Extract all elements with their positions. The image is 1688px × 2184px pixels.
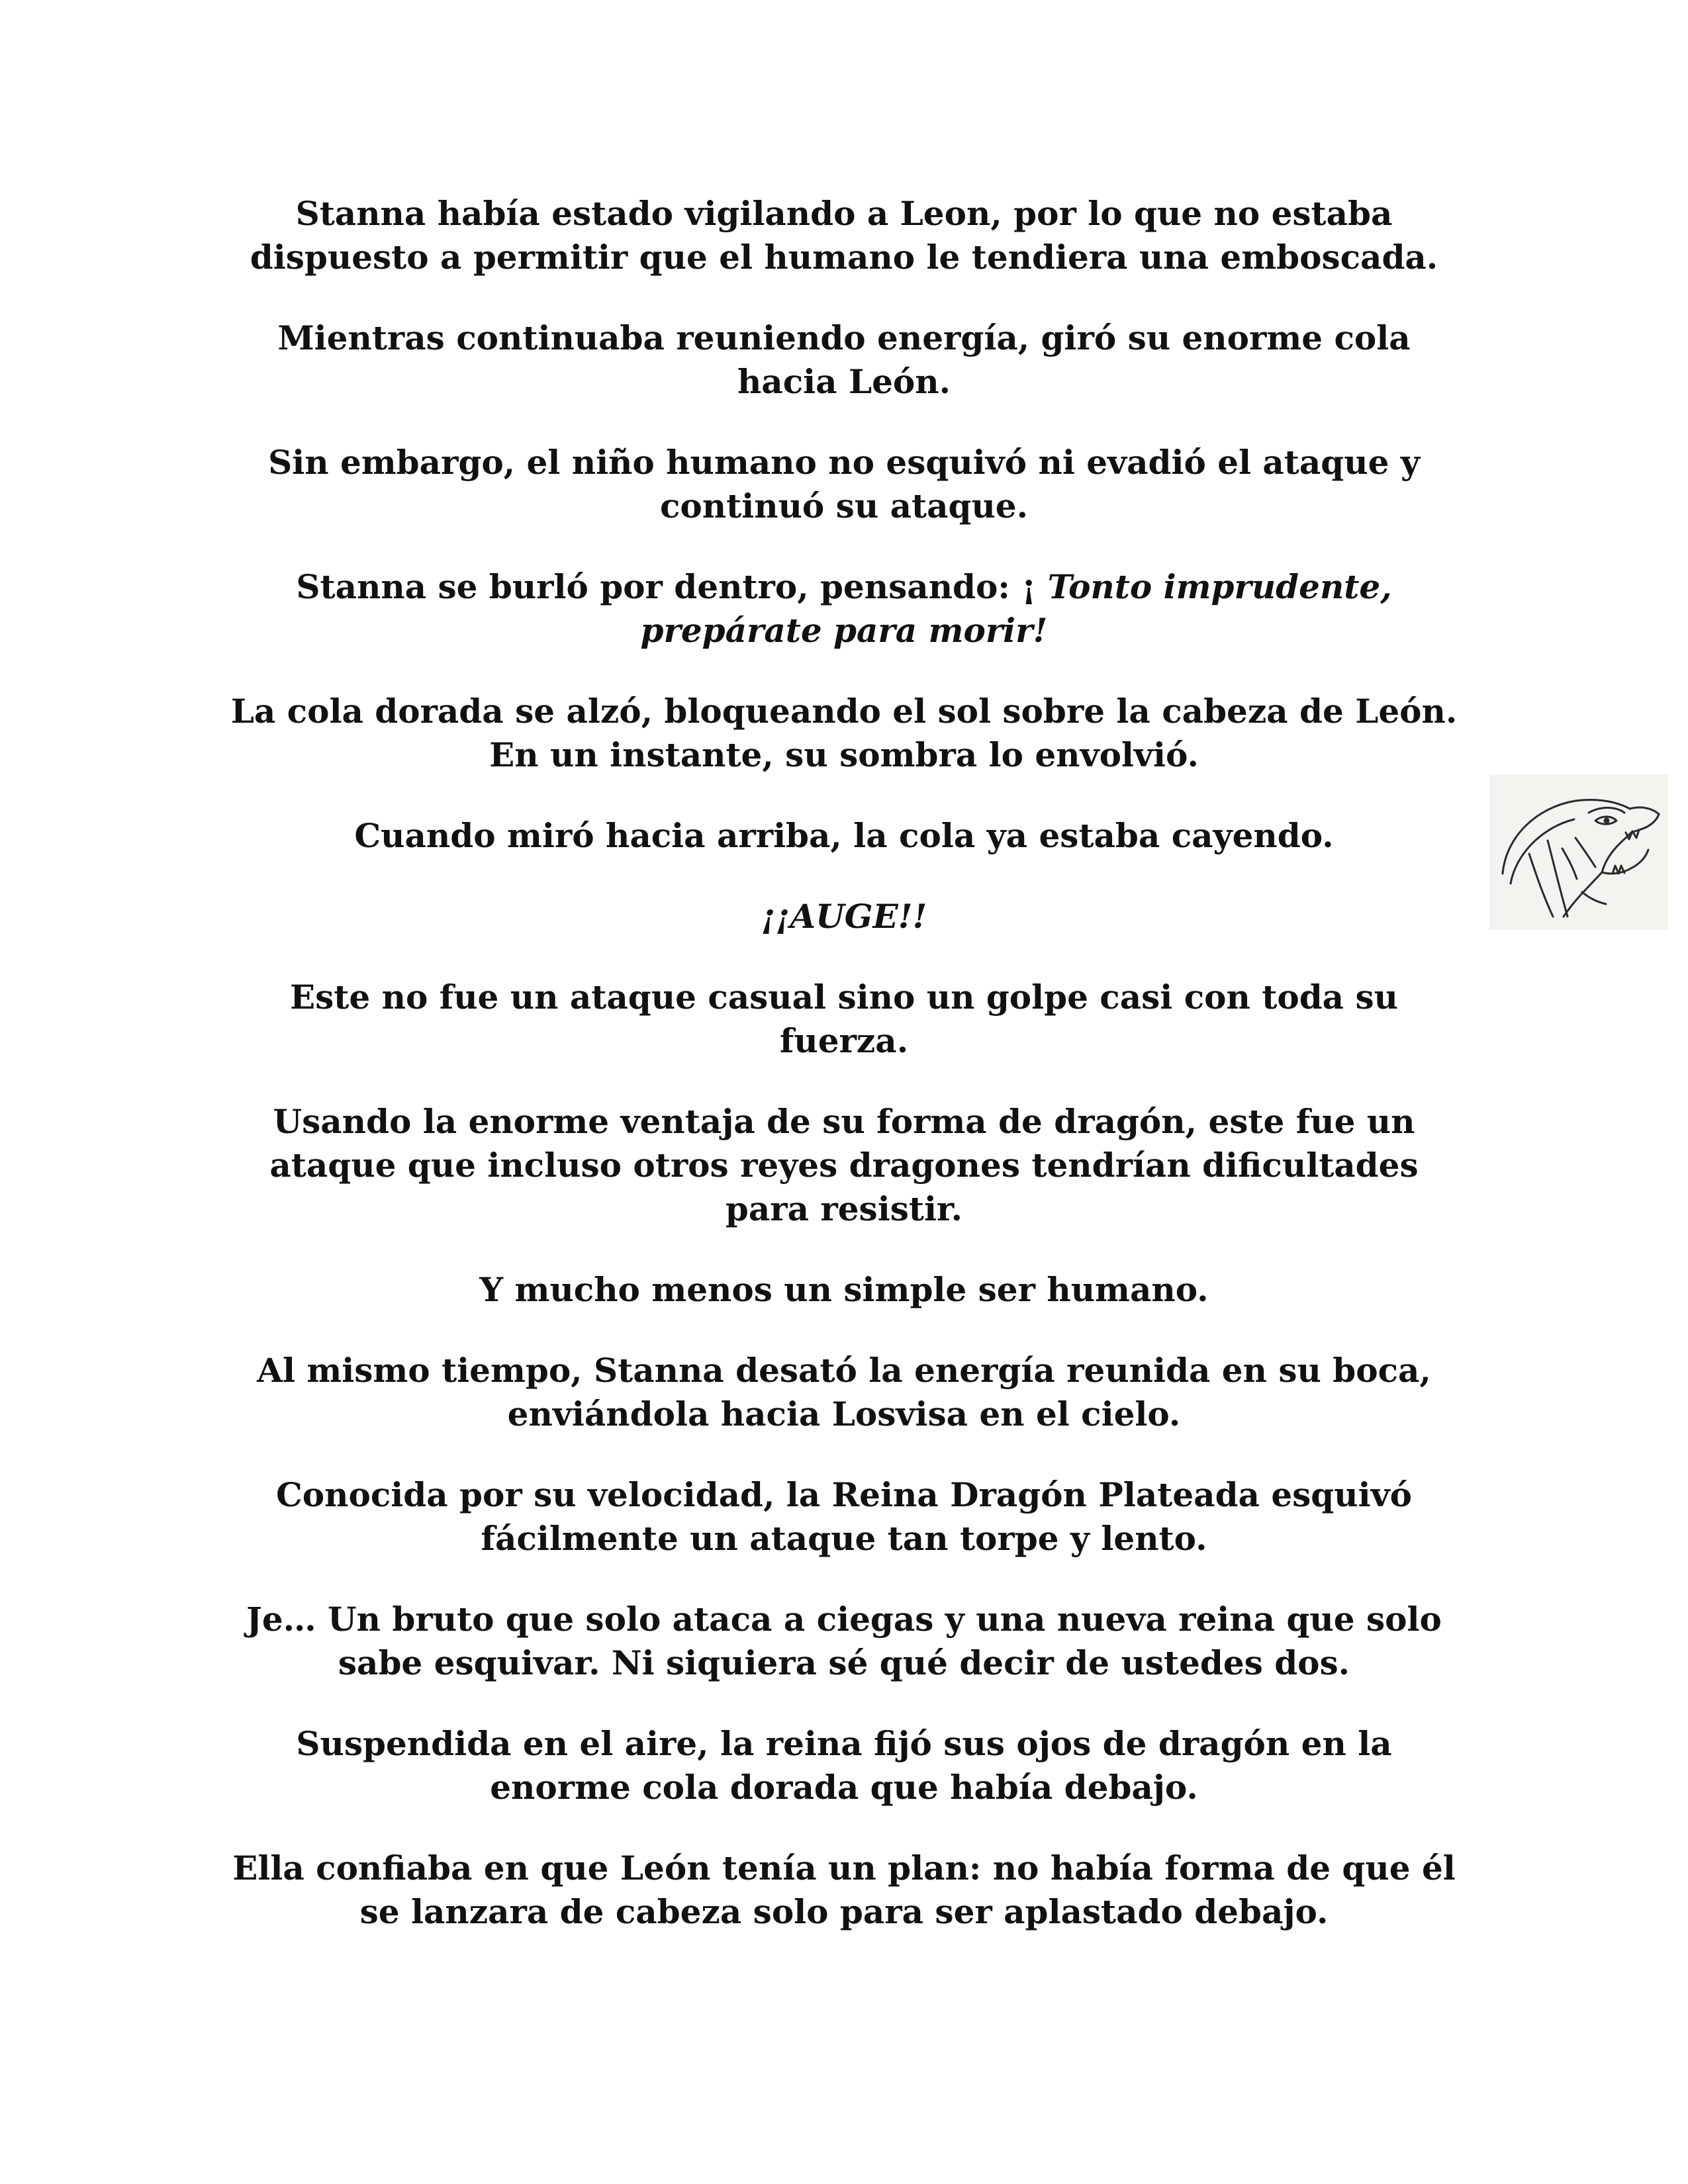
inner-thought: Tonto imprudente, prepárate para morir!	[640, 567, 1392, 650]
paragraph-12: Conocida por su velocidad, la Reina Dragón Plateada esquivó fácilmente un ataque tan torpe y lento.	[275, 1475, 1412, 1558]
paragraph-5: La cola dorada se alzó, bloqueando el sol sobre la cabeza de León. En un instante, su sombra lo envolvió.	[230, 692, 1458, 774]
paragraph-4	[225, 565, 1463, 653]
dragon-head-sketch-icon	[1489, 774, 1668, 930]
paragraph-14: Suspendida en el aire, la reina fijó sus ojos de dragón en la enorme cola dorada que había debajo.	[296, 1724, 1392, 1807]
paragraph-3: Sin embargo, el niño humano no esquivó ni evadió el ataque y continuó su ataque.	[268, 443, 1420, 525]
paragraph-11: Al mismo tiempo, Stanna desató la energía reunida en su boca, enviándola hacia Losvisa en el cielo.	[257, 1351, 1431, 1433]
story-text	[225, 192, 1463, 1971]
paragraph-6: Cuando miró hacia arriba, la cola ya estaba cayendo.	[354, 816, 1334, 855]
paragraph-9: Usando la enorme ventaja de su forma de dragón, este fue un ataque que incluso otros reyes dragones tendrían dificultades para resistir.	[269, 1102, 1419, 1228]
paragraph-10: Y mucho menos un simple ser humano.	[479, 1270, 1209, 1309]
paragraph-2: Mientras continuaba reuniendo energía, giró su enorme cola hacia León.	[277, 318, 1411, 401]
sound-effect: ¡¡AUGE!!	[761, 897, 927, 936]
paragraph-1: Stanna había estado vigilando a Leon, por lo que no estaba dispuesto a permitir que el humano le tendiera una emboscada.	[250, 194, 1438, 277]
paragraph-13: Je… Un bruto que solo ataca a ciegas y una nueva reina que solo sabe esquivar. Ni siquiera sé qué decir de ustedes dos.	[246, 1600, 1442, 1682]
paragraph-8: Este no fue un ataque casual sino un golpe casi con toda su fuerza.	[290, 978, 1398, 1060]
dragon-head-drawing	[1489, 774, 1668, 930]
paragraph-15: Ella confiaba en que León tenía un plan: no había forma de que él se lanzara de cabeza solo para ser aplastado debajo.	[232, 1848, 1456, 1931]
paragraph-4-lead: Stanna se burló por dentro, pensando: ¡	[296, 567, 1048, 606]
